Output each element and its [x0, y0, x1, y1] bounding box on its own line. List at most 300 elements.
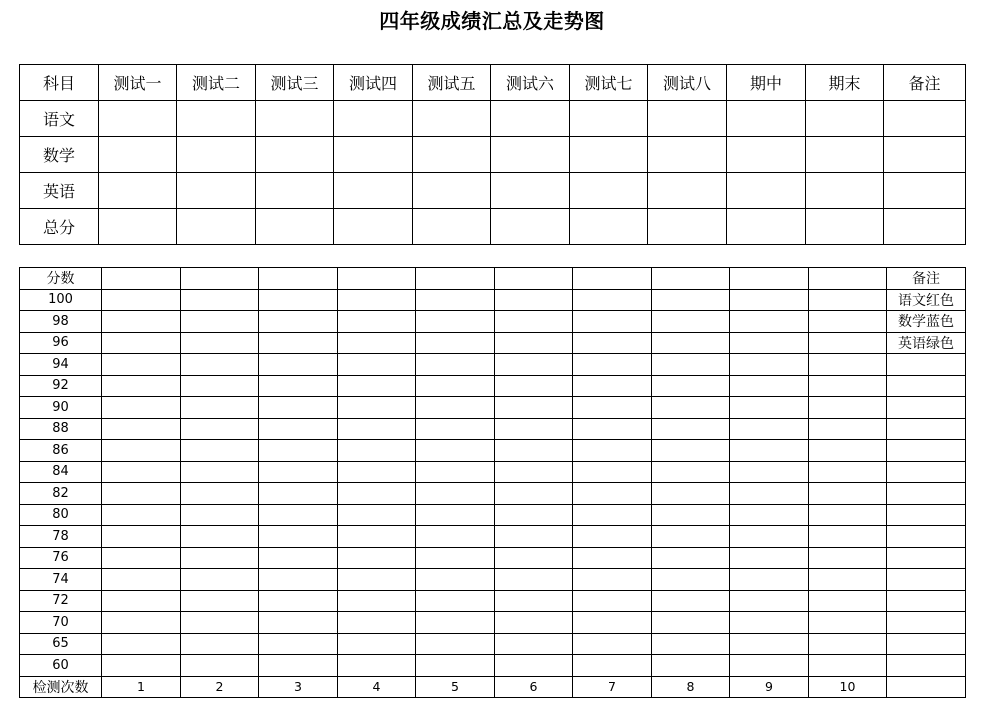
grid-cell[interactable]: [809, 590, 887, 612]
remark-cell: [887, 418, 966, 440]
table-row: [20, 173, 966, 209]
grid-cell[interactable]: [338, 483, 416, 505]
test-number-label: 4: [338, 676, 416, 698]
grid-cell[interactable]: [573, 590, 652, 612]
grid-cell[interactable]: [652, 418, 730, 440]
grid-cell[interactable]: [495, 311, 573, 333]
grid-cell[interactable]: [338, 440, 416, 462]
grid-cell[interactable]: [573, 268, 652, 290]
grid-cell[interactable]: [181, 612, 259, 634]
grid-cell[interactable]: [652, 526, 730, 548]
grid-cell[interactable]: [102, 375, 181, 397]
remark-cell: [887, 375, 966, 397]
grid-cell[interactable]: [730, 397, 809, 419]
grid-cell[interactable]: [809, 397, 887, 419]
grid-cell[interactable]: [259, 354, 338, 376]
score-axis-header: 分数: [20, 268, 102, 290]
grid-cell[interactable]: [338, 397, 416, 419]
grid-cell[interactable]: [573, 504, 652, 526]
grid-cell[interactable]: [416, 569, 495, 591]
score-tick-label: 74: [20, 569, 102, 591]
grid-cell[interactable]: [259, 418, 338, 440]
score-cell[interactable]: [648, 101, 727, 137]
grid-cell[interactable]: [495, 289, 573, 311]
grid-cell[interactable]: [338, 526, 416, 548]
remark-cell: [887, 440, 966, 462]
grid-cell[interactable]: [259, 590, 338, 612]
grid-cell[interactable]: [416, 397, 495, 419]
grid-cell[interactable]: [259, 612, 338, 634]
grid-cell[interactable]: [495, 440, 573, 462]
grid-row: [20, 547, 966, 569]
test-number-label: 7: [573, 676, 652, 698]
grid-cell[interactable]: [652, 504, 730, 526]
grid-cell[interactable]: [338, 289, 416, 311]
grid-cell[interactable]: [809, 289, 887, 311]
subject-label: 英语: [20, 173, 99, 209]
grid-cell[interactable]: [495, 418, 573, 440]
score-cell[interactable]: [806, 173, 884, 209]
grid-cell[interactable]: [102, 332, 181, 354]
grid-cell[interactable]: [416, 440, 495, 462]
grid-cell[interactable]: [338, 461, 416, 483]
score-cell[interactable]: [727, 209, 806, 245]
grid-cell[interactable]: [652, 397, 730, 419]
grid-cell[interactable]: [730, 332, 809, 354]
test-number-label: 5: [416, 676, 495, 698]
remark-header: 备注: [887, 268, 966, 290]
score-cell[interactable]: [570, 101, 648, 137]
score-tick-label: 65: [20, 633, 102, 655]
grid-cell[interactable]: [652, 590, 730, 612]
grid-cell[interactable]: [573, 483, 652, 505]
grid-cell[interactable]: [102, 483, 181, 505]
score-tick-label: 82: [20, 483, 102, 505]
grid-cell[interactable]: [102, 461, 181, 483]
grid-cell[interactable]: [730, 590, 809, 612]
summary-column-header: 测试五: [413, 65, 491, 101]
grid-cell[interactable]: [573, 655, 652, 677]
grid-cell[interactable]: [652, 655, 730, 677]
grid-cell[interactable]: [102, 354, 181, 376]
grid-cell[interactable]: [416, 375, 495, 397]
grid-cell[interactable]: [730, 612, 809, 634]
grid-cell[interactable]: [338, 655, 416, 677]
remark-cell: [887, 483, 966, 505]
grid-cell[interactable]: [181, 332, 259, 354]
score-cell[interactable]: [256, 209, 334, 245]
grid-cell[interactable]: [652, 311, 730, 333]
grid-cell[interactable]: [495, 354, 573, 376]
grid-row: [20, 289, 966, 311]
grid-cell[interactable]: [416, 612, 495, 634]
grid-cell[interactable]: [102, 569, 181, 591]
grid-cell[interactable]: [259, 375, 338, 397]
table-row: [20, 209, 966, 245]
remark-cell: [887, 526, 966, 548]
grid-cell[interactable]: [259, 655, 338, 677]
grid-cell[interactable]: [102, 612, 181, 634]
remark-cell: [887, 655, 966, 677]
test-number-label: 2: [181, 676, 259, 698]
score-cell[interactable]: [727, 101, 806, 137]
score-cell[interactable]: [177, 101, 256, 137]
grid-cell[interactable]: [730, 504, 809, 526]
grid-cell[interactable]: [495, 526, 573, 548]
grid-cell[interactable]: [181, 289, 259, 311]
grid-cell[interactable]: [181, 547, 259, 569]
subject-label: 语文: [20, 101, 99, 137]
score-tick-label: 80: [20, 504, 102, 526]
grid-cell[interactable]: [338, 547, 416, 569]
grid-cell[interactable]: [416, 633, 495, 655]
grid-cell[interactable]: [102, 504, 181, 526]
score-tick-label: 94: [20, 354, 102, 376]
grid-row: [20, 483, 966, 505]
test-number-label: 3: [259, 676, 338, 698]
score-cell[interactable]: [256, 137, 334, 173]
grid-cell[interactable]: [573, 547, 652, 569]
subject-label: 总分: [20, 209, 99, 245]
subject-column-header: 科目: [20, 65, 99, 101]
score-cell[interactable]: [491, 101, 570, 137]
grid-cell[interactable]: [730, 526, 809, 548]
score-cell[interactable]: [177, 173, 256, 209]
grid-cell[interactable]: [730, 418, 809, 440]
grid-cell[interactable]: [416, 590, 495, 612]
score-tick-label: 96: [20, 332, 102, 354]
grid-cell[interactable]: [730, 547, 809, 569]
grid-cell[interactable]: [730, 354, 809, 376]
score-cell[interactable]: [177, 137, 256, 173]
grid-cell[interactable]: [416, 526, 495, 548]
grid-cell[interactable]: [809, 655, 887, 677]
grid-cell[interactable]: [573, 526, 652, 548]
grid-cell[interactable]: [338, 612, 416, 634]
grid-cell[interactable]: [416, 655, 495, 677]
grid-cell[interactable]: [102, 289, 181, 311]
grid-cell[interactable]: [495, 655, 573, 677]
grid-cell[interactable]: [416, 268, 495, 290]
grid-row: [20, 311, 966, 333]
grid-row: [20, 461, 966, 483]
score-cell[interactable]: [99, 209, 177, 245]
grid-cell[interactable]: [181, 655, 259, 677]
score-tick-label: 100: [20, 289, 102, 311]
grid-cell[interactable]: [730, 483, 809, 505]
grid-cell[interactable]: [495, 504, 573, 526]
grid-cell[interactable]: [809, 569, 887, 591]
score-trend-table: [19, 267, 966, 698]
grid-cell[interactable]: [181, 461, 259, 483]
grid-cell[interactable]: [809, 354, 887, 376]
grid-cell[interactable]: [338, 332, 416, 354]
score-tick-label: 78: [20, 526, 102, 548]
grid-cell[interactable]: [259, 268, 338, 290]
grid-cell[interactable]: [338, 633, 416, 655]
grid-cell[interactable]: [338, 354, 416, 376]
grid-cell[interactable]: [730, 375, 809, 397]
grid-cell[interactable]: [573, 332, 652, 354]
page-title: 四年级成绩汇总及走势图: [379, 9, 605, 33]
score-cell[interactable]: [727, 137, 806, 173]
grid-cell[interactable]: [338, 590, 416, 612]
score-cell[interactable]: [99, 137, 177, 173]
grid-cell[interactable]: [102, 633, 181, 655]
grid-cell[interactable]: [259, 332, 338, 354]
grid-cell[interactable]: [102, 440, 181, 462]
grid-cell[interactable]: [495, 590, 573, 612]
grid-cell[interactable]: [809, 526, 887, 548]
grid-cell[interactable]: [652, 268, 730, 290]
grid-row: [20, 397, 966, 419]
grid-cell[interactable]: [652, 569, 730, 591]
score-cell[interactable]: [884, 173, 966, 209]
grid-cell[interactable]: [181, 504, 259, 526]
score-cell[interactable]: [334, 137, 413, 173]
score-cell[interactable]: [806, 209, 884, 245]
grid-cell[interactable]: [338, 418, 416, 440]
grid-cell[interactable]: [338, 375, 416, 397]
remark-cell: [887, 504, 966, 526]
summary-column-header: 备注: [884, 65, 966, 101]
grid-cell[interactable]: [809, 418, 887, 440]
score-cell[interactable]: [413, 173, 491, 209]
grid-cell[interactable]: [573, 375, 652, 397]
grid-cell[interactable]: [809, 612, 887, 634]
grid-row: [20, 332, 966, 354]
grid-cell[interactable]: [259, 311, 338, 333]
summary-column-header: 测试一: [99, 65, 177, 101]
score-cell[interactable]: [648, 137, 727, 173]
grid-cell[interactable]: [495, 461, 573, 483]
grid-cell[interactable]: [730, 289, 809, 311]
score-cell[interactable]: [570, 173, 648, 209]
grid-cell[interactable]: [338, 311, 416, 333]
grid-cell[interactable]: [259, 504, 338, 526]
score-cell[interactable]: [491, 173, 570, 209]
grid-cell[interactable]: [730, 440, 809, 462]
grid-cell[interactable]: [416, 354, 495, 376]
grid-cell[interactable]: [652, 354, 730, 376]
grid-row: [20, 569, 966, 591]
grid-cell[interactable]: [495, 483, 573, 505]
grid-cell[interactable]: [573, 289, 652, 311]
score-tick-label: 90: [20, 397, 102, 419]
grid-cell[interactable]: [102, 311, 181, 333]
score-cell[interactable]: [334, 101, 413, 137]
grid-cell[interactable]: [495, 633, 573, 655]
score-cell[interactable]: [884, 101, 966, 137]
grid-cell[interactable]: [259, 483, 338, 505]
grid-cell[interactable]: [652, 547, 730, 569]
grid-cell[interactable]: [181, 569, 259, 591]
score-cell[interactable]: [806, 101, 884, 137]
remark-cell: [887, 547, 966, 569]
grid-cell[interactable]: [416, 311, 495, 333]
grid-cell[interactable]: [495, 547, 573, 569]
grid-cell[interactable]: [181, 483, 259, 505]
grid-cell[interactable]: [416, 461, 495, 483]
score-cell[interactable]: [334, 209, 413, 245]
score-cell[interactable]: [884, 137, 966, 173]
grid-cell[interactable]: [730, 655, 809, 677]
grid-cell[interactable]: [102, 547, 181, 569]
grid-cell[interactable]: [573, 633, 652, 655]
test-count-label: 检测次数: [20, 676, 102, 698]
grid-cell[interactable]: [416, 504, 495, 526]
remark-cell: [887, 590, 966, 612]
grid-cell[interactable]: [573, 311, 652, 333]
grid-cell[interactable]: [809, 268, 887, 290]
summary-column-header: 期末: [806, 65, 884, 101]
grid-cell[interactable]: [495, 612, 573, 634]
grid-cell[interactable]: [102, 418, 181, 440]
grid-cell[interactable]: [809, 311, 887, 333]
grid-cell[interactable]: [181, 397, 259, 419]
grid-cell[interactable]: [573, 569, 652, 591]
grid-cell[interactable]: [809, 633, 887, 655]
score-cell[interactable]: [884, 209, 966, 245]
grid-cell[interactable]: [102, 655, 181, 677]
score-cell[interactable]: [648, 173, 727, 209]
remark-cell: [887, 569, 966, 591]
grid-row: [20, 440, 966, 462]
score-cell[interactable]: [99, 173, 177, 209]
grid-cell[interactable]: [181, 354, 259, 376]
score-tick-label: 72: [20, 590, 102, 612]
grid-cell[interactable]: [730, 569, 809, 591]
grid-cell[interactable]: [259, 440, 338, 462]
grid-cell[interactable]: [338, 504, 416, 526]
grid-cell[interactable]: [573, 418, 652, 440]
grid-cell[interactable]: [809, 504, 887, 526]
grid-cell[interactable]: [259, 461, 338, 483]
score-tick-label: 98: [20, 311, 102, 333]
score-cell[interactable]: [491, 209, 570, 245]
grid-cell[interactable]: [495, 397, 573, 419]
grid-cell[interactable]: [809, 332, 887, 354]
grid-cell[interactable]: [495, 375, 573, 397]
summary-column-header: 期中: [727, 65, 806, 101]
grid-cell[interactable]: [102, 526, 181, 548]
grid-cell[interactable]: [652, 289, 730, 311]
summary-column-header: 测试六: [491, 65, 570, 101]
grid-cell[interactable]: [416, 332, 495, 354]
grid-cell[interactable]: [338, 268, 416, 290]
score-cell[interactable]: [413, 209, 491, 245]
score-tick-label: 92: [20, 375, 102, 397]
score-cell[interactable]: [570, 209, 648, 245]
score-cell[interactable]: [413, 101, 491, 137]
grid-cell[interactable]: [730, 268, 809, 290]
grid-cell[interactable]: [652, 461, 730, 483]
grid-cell[interactable]: [259, 547, 338, 569]
grid-cell[interactable]: [102, 268, 181, 290]
grid-cell[interactable]: [259, 289, 338, 311]
grid-cell[interactable]: [652, 375, 730, 397]
grid-cell[interactable]: [181, 268, 259, 290]
grid-cell[interactable]: [181, 375, 259, 397]
grid-cell[interactable]: [652, 612, 730, 634]
grid-cell[interactable]: [573, 440, 652, 462]
remark-cell: [887, 676, 966, 698]
grid-cell[interactable]: [730, 311, 809, 333]
grid-cell[interactable]: [730, 633, 809, 655]
grid-cell[interactable]: [181, 311, 259, 333]
grid-cell[interactable]: [259, 569, 338, 591]
grid-cell[interactable]: [416, 547, 495, 569]
remark-cell: [887, 461, 966, 483]
grid-cell[interactable]: [416, 483, 495, 505]
grid-cell[interactable]: [573, 397, 652, 419]
score-cell[interactable]: [256, 101, 334, 137]
score-cell[interactable]: [99, 101, 177, 137]
score-cell[interactable]: [256, 173, 334, 209]
grid-cell[interactable]: [338, 569, 416, 591]
grid-cell[interactable]: [809, 375, 887, 397]
score-cell[interactable]: [177, 209, 256, 245]
grid-cell[interactable]: [181, 418, 259, 440]
score-summary-table: [19, 64, 966, 245]
grid-cell[interactable]: [181, 633, 259, 655]
grid-cell[interactable]: [259, 526, 338, 548]
grid-cell[interactable]: [259, 397, 338, 419]
summary-column-header: 测试二: [177, 65, 256, 101]
score-cell[interactable]: [413, 137, 491, 173]
grid-cell[interactable]: [102, 397, 181, 419]
grid-cell[interactable]: [809, 547, 887, 569]
legend-note: 数学蓝色: [887, 311, 966, 333]
grid-cell[interactable]: [416, 418, 495, 440]
grid-cell[interactable]: [495, 268, 573, 290]
grid-cell[interactable]: [652, 483, 730, 505]
score-tick-label: 86: [20, 440, 102, 462]
grid-cell[interactable]: [652, 332, 730, 354]
grid-cell[interactable]: [416, 289, 495, 311]
grid-cell[interactable]: [809, 483, 887, 505]
grid-cell[interactable]: [573, 354, 652, 376]
grid-cell[interactable]: [652, 440, 730, 462]
score-cell[interactable]: [806, 137, 884, 173]
grid-cell[interactable]: [181, 590, 259, 612]
grid-cell[interactable]: [730, 461, 809, 483]
grid-row: [20, 633, 966, 655]
score-tick-label: 88: [20, 418, 102, 440]
remark-cell: [887, 397, 966, 419]
grid-cell[interactable]: [809, 440, 887, 462]
grid-cell[interactable]: [573, 461, 652, 483]
grid-cell[interactable]: [181, 526, 259, 548]
summary-column-header: 测试四: [334, 65, 413, 101]
grid-cell[interactable]: [259, 633, 338, 655]
score-cell[interactable]: [727, 173, 806, 209]
score-tick-label: 76: [20, 547, 102, 569]
grid-cell[interactable]: [652, 633, 730, 655]
grid-cell[interactable]: [495, 569, 573, 591]
score-cell[interactable]: [570, 137, 648, 173]
score-cell[interactable]: [334, 173, 413, 209]
score-cell[interactable]: [648, 209, 727, 245]
grid-cell[interactable]: [573, 612, 652, 634]
grid-cell[interactable]: [809, 461, 887, 483]
grid-cell[interactable]: [102, 590, 181, 612]
legend-note: 英语绿色: [887, 332, 966, 354]
grid-row: [20, 526, 966, 548]
grid-cell[interactable]: [495, 332, 573, 354]
score-cell[interactable]: [491, 137, 570, 173]
grid-cell[interactable]: [181, 440, 259, 462]
